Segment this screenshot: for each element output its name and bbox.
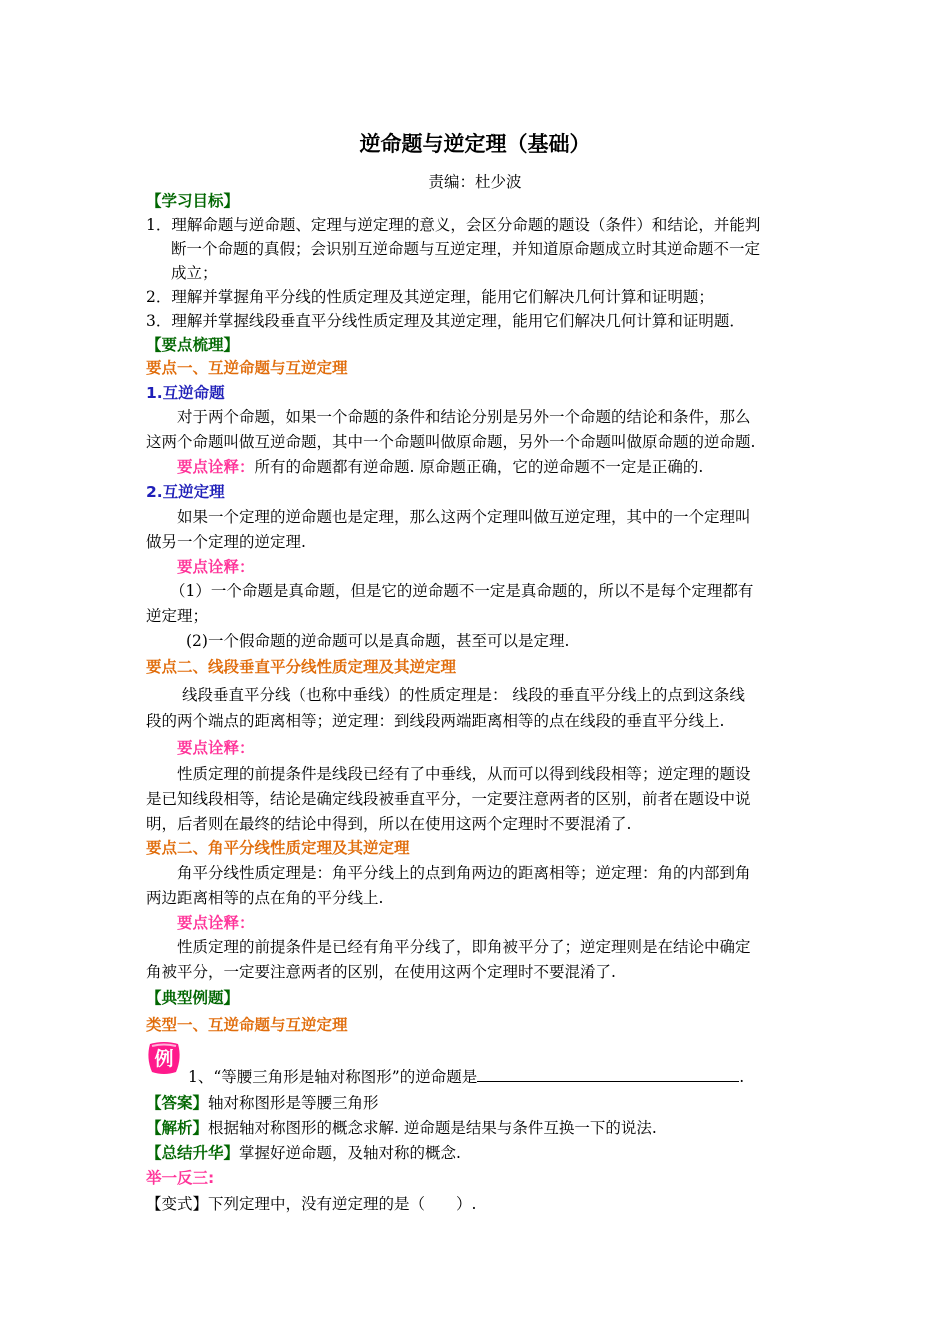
goal-line: 3．理解并掌握线段垂直平分线性质定理及其逆定理，能用它们解决几何计算和证明题． (146, 312, 745, 330)
goal-line: 2．理解并掌握角平分线的性质定理及其逆定理，能用它们解决几何计算和证明题； (146, 288, 714, 306)
paragraph-line: 做另一个定理的逆定理. (146, 533, 306, 551)
answer-blank[interactable] (477, 1066, 739, 1082)
point1-subtitle-2: 2.互逆定理 (146, 483, 225, 501)
note-line: 角被平分，一定要注意两者的区别，在使用这两个定理时不要混淆了. (146, 963, 616, 981)
paragraph-line: 两边距离相等的点在角的平分线上. (146, 889, 384, 907)
point1-subtitle-1: 1.互逆命题 (146, 384, 225, 402)
note-label: 要点诠释： (177, 558, 255, 576)
example-badge-char: 例 (154, 1048, 174, 1070)
document-title: 逆命题与逆定理（基础） (359, 132, 591, 156)
paragraph-line: 段的两个端点的距离相等；逆定理：到线段两端距离相等的点在线段的垂直平分线上. (146, 712, 725, 730)
note-line: 性质定理的前提条件是已经有角平分线了，即角被平分了；逆定理则是在结论中确定 (177, 938, 751, 956)
note-label: 要点诠释： (177, 458, 255, 476)
note-line: 要点诠释：所有的命题都有逆命题. 原命题正确，它的逆命题不一定是正确的. (177, 458, 704, 476)
note-line: 明，后者则在最终的结论中得到，所以在使用这两个定理时不要混淆了. (146, 815, 632, 833)
answer-line: 【答案】轴对称图形是等腰三角形 (146, 1094, 379, 1112)
paragraph-line: 线段垂直平分线（也称中垂线）的性质定理是： 线段的垂直平分线上的点到这条线 (182, 686, 745, 704)
points-heading: 【要点梳理】 (146, 336, 240, 354)
question-1: 1、“等腰三角形是轴对称图形”的逆命题是 . (188, 1068, 745, 1086)
practice-label: 举一反三: (146, 1169, 215, 1187)
note-label: 要点诠释： (177, 914, 255, 932)
note-line: 逆定理； (146, 607, 209, 625)
type1-title: 类型一、互逆命题与互逆定理 (146, 1016, 348, 1034)
paragraph-line: 这两个命题叫做互逆命题，其中一个命题叫做原命题，另外一个命题叫做原命题的逆命题. (146, 433, 756, 451)
variant-label: 【变式】 (146, 1195, 209, 1213)
paragraph-line: 角平分线性质定理是：角平分线上的点到角两边的距离相等；逆定理：角的内部到角 (177, 864, 751, 882)
variant-line: 【变式】下列定理中，没有逆定理的是（ ）. (146, 1195, 477, 1213)
goal-line: 成立； (171, 264, 218, 282)
summary-line: 【总结升华】掌握好逆命题，及轴对称的概念. (146, 1144, 461, 1162)
point1-title: 要点一、互逆命题与互逆定理 (146, 359, 348, 377)
note-line: 是已知线段相等，结论是确定线段被垂直平分，一定要注意两者的区别，前者在题设中说 (146, 790, 751, 808)
goal-line: 1．理解命题与逆命题、定理与逆定理的意义，会区分命题的题设（条件）和结论，并能判 (146, 216, 761, 234)
analysis-line: 【解析】根据轴对称图形的概念求解. 逆命题是结果与条件互换一下的说法. (146, 1119, 657, 1137)
example-badge-icon (146, 1040, 182, 1076)
note-line: (2)一个假命题的逆命题可以是真命题，甚至可以是定理. (186, 632, 570, 650)
analysis-label: 【解析】 (146, 1119, 209, 1137)
goal-line: 断一个命题的真假；会识别互逆命题与互逆定理，并知道原命题成立时其逆命题不一定 (171, 240, 761, 258)
author-line: 责编：杜少波 (428, 173, 522, 191)
note-line: 性质定理的前提条件是线段已经有了中垂线，从而可以得到线段相等；逆定理的题设 (177, 765, 751, 783)
note-line: （1）一个命题是真命题，但是它的逆命题不一定是真命题的，所以不是每个定理都有 (170, 582, 754, 600)
note-label: 要点诠释： (177, 739, 255, 757)
paragraph-line: 对于两个命题，如果一个命题的条件和结论分别是另外一个命题的结论和条件，那么 (177, 408, 751, 426)
examples-heading: 【典型例题】 (146, 989, 240, 1007)
paragraph-line: 如果一个定理的逆命题也是定理，那么这两个定理叫做互逆定理，其中的一个定理叫 (177, 508, 751, 526)
goals-heading: 【学习目标】 (146, 192, 240, 210)
summary-label: 【总结升华】 (146, 1144, 240, 1162)
answer-label: 【答案】 (146, 1094, 209, 1112)
point3-title: 要点二、角平分线性质定理及其逆定理 (146, 839, 410, 857)
point2-title: 要点二、线段垂直平分线性质定理及其逆定理 (146, 658, 457, 676)
